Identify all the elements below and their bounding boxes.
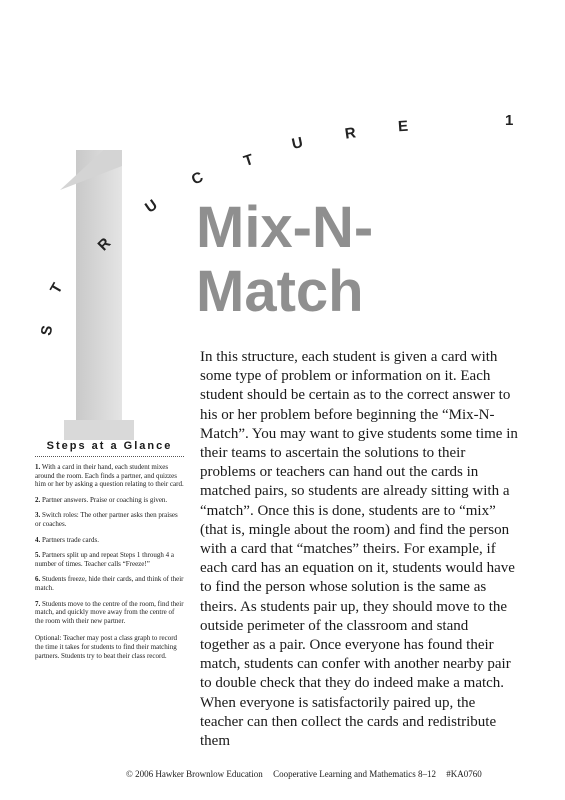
step-text: Partners trade cards.	[42, 535, 99, 544]
footer-book-title: Cooperative Learning and Mathematics 8–12	[273, 769, 437, 779]
step-number: 5.	[35, 551, 41, 560]
title-line-2: Match	[196, 259, 364, 324]
large-numeral-one	[60, 150, 122, 440]
footer-copyright: © 2006 Hawker Brownlow Education	[126, 769, 263, 779]
optional-note: Optional: Teacher may post a class graph to record the time it takes for students to find their matching partners. Students try to beat their class record.	[35, 634, 178, 660]
dotted-divider	[35, 456, 184, 457]
step-item	[35, 511, 184, 528]
footer-code: #KA0760	[446, 769, 482, 779]
step-text: Switch roles: The other partner asks then praises or coaches.	[35, 511, 178, 528]
step-number: 1.	[35, 463, 41, 471]
step-item	[35, 463, 184, 489]
structure-letter: C	[188, 168, 206, 189]
sidebar-heading: Steps at a Glance	[46, 440, 173, 452]
step-number: 2.	[35, 495, 41, 504]
step-item	[35, 551, 184, 568]
step-text: With a card in their hand, each student mixes around the room. Each finds a partner, and quizzes him or her by asking a question relating to their card.	[35, 463, 184, 489]
structure-letter: R	[94, 234, 115, 255]
step-text: Partners split up and repeat Steps 1 through 4 a number of times. Teacher calls “Freeze!”	[35, 551, 175, 568]
structure-letter: E	[397, 117, 409, 136]
step-text: Students move to the centre of the room, find their match, and quickly move away from the centre of the room with their new partner.	[35, 599, 184, 625]
numeral-base	[64, 420, 134, 440]
step-number: 7.	[35, 599, 41, 608]
structure-letter: S	[37, 324, 57, 337]
step-item	[35, 536, 184, 545]
step-item	[35, 575, 184, 592]
step-item	[35, 600, 184, 626]
structure-letter: U	[142, 196, 161, 217]
steps-sidebar	[35, 440, 184, 660]
step-number: 3.	[35, 511, 41, 520]
structure-letter: T	[241, 150, 256, 171]
step-text: Students freeze, hide their cards, and think of their match.	[35, 575, 184, 592]
title-line-1: Mix-N-	[196, 195, 374, 260]
structure-letter: U	[290, 134, 305, 153]
step-item	[35, 496, 184, 505]
structure-letter: T	[46, 280, 67, 297]
step-number: 6.	[35, 575, 41, 584]
structure-number: 1	[505, 112, 514, 129]
page-title	[196, 196, 373, 324]
structure-letter: R	[343, 124, 357, 143]
page-footer	[126, 769, 546, 779]
numeral-stem	[76, 150, 122, 440]
step-text: Partner answers. Praise or coaching is given.	[42, 495, 168, 504]
body-paragraph: In this structure, each student is given a card with some type of problem or information on it. Each student should be certain as to the correct answer to his or her problem before beginning the “Mix-N-Match”. You may want to give students some time in their teams to ascertain the solutions to their problems or teachers can hand out the cards in matched pairs, so students are already sitting with a “match”. Once this is done, students are to “mix” (that is, mingle about the room) and find the person with a card that “matches” theirs. For example, if each card has an equation on it, students would have to find the person whose solution is the same as theirs. As students pair up, they should move to the outside perimeter of the classroom and stand together as a pair. Once everyone has found their match, students can confer with another nearby pair to double check that they do indeed make a match. When everyone is satisfactorily paired up, the teacher can then collect the cards and redistribute them	[200, 349, 518, 750]
step-number: 4.	[35, 535, 41, 544]
